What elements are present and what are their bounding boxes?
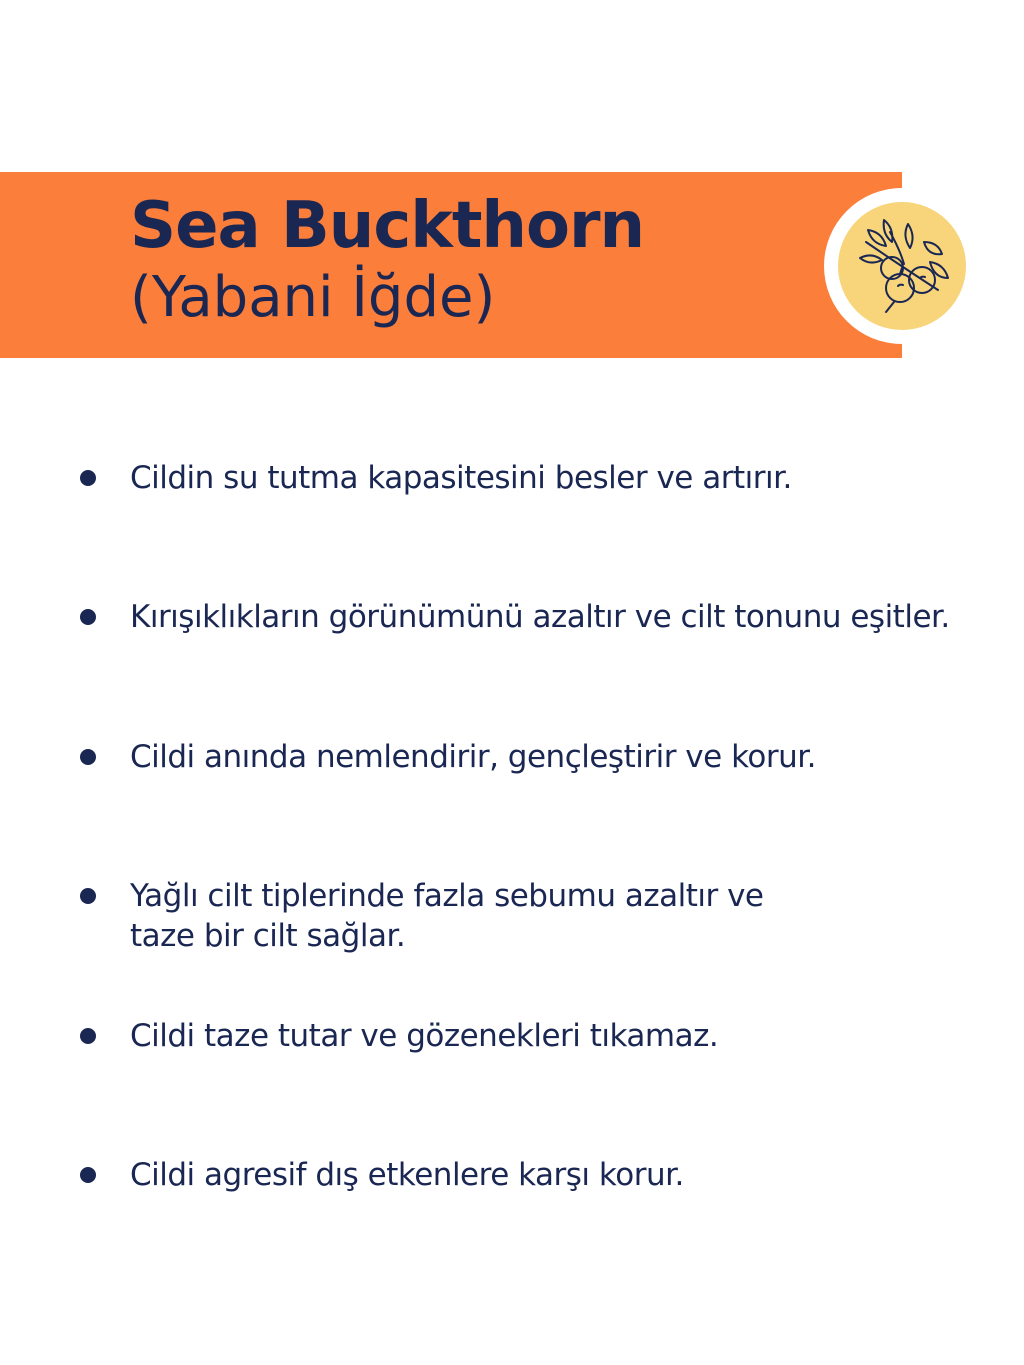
- bullet-dot-icon: [80, 749, 96, 765]
- benefit-text: [130, 597, 1020, 637]
- bullet-dot-icon: [80, 1167, 96, 1183]
- benefit-text: [130, 1016, 1020, 1056]
- benefit-line: Cildi taze tutar ve gözenekleri tıkamaz.: [130, 1018, 719, 1054]
- benefit-text: [130, 458, 1020, 498]
- benefit-line: Kırışıklıkların görünümünü azaltır ve cilt tonunu eşitler.: [130, 599, 950, 635]
- benefit-line: Cildin su tutma kapasitesini besler ve artırır.: [130, 460, 792, 496]
- ingredient-badge: [824, 188, 980, 344]
- bullet-dot-icon: [80, 1028, 96, 1044]
- benefit-line: Cildi agresif dış etkenlere karşı korur.: [130, 1157, 684, 1193]
- bullet-dot-icon: [80, 609, 96, 625]
- benefit-line: Yağlı cilt tiplerinde fazla sebumu azaltır ve: [130, 878, 764, 914]
- product-subtitle: (Yabani İğde): [130, 265, 496, 330]
- bullet-dot-icon: [80, 888, 96, 904]
- benefit-line: taze bir cilt sağlar.: [130, 918, 406, 954]
- product-title: Sea Buckthorn: [130, 189, 645, 263]
- bullet-dot-icon: [80, 470, 96, 486]
- benefit-text: [130, 1155, 1020, 1195]
- benefit-line: Cildi anında nemlendirir, gençleştirir ve korur.: [130, 739, 817, 775]
- sea-buckthorn-berries-icon: [838, 202, 966, 330]
- benefit-text: [130, 876, 1020, 956]
- benefit-text: [130, 737, 1020, 777]
